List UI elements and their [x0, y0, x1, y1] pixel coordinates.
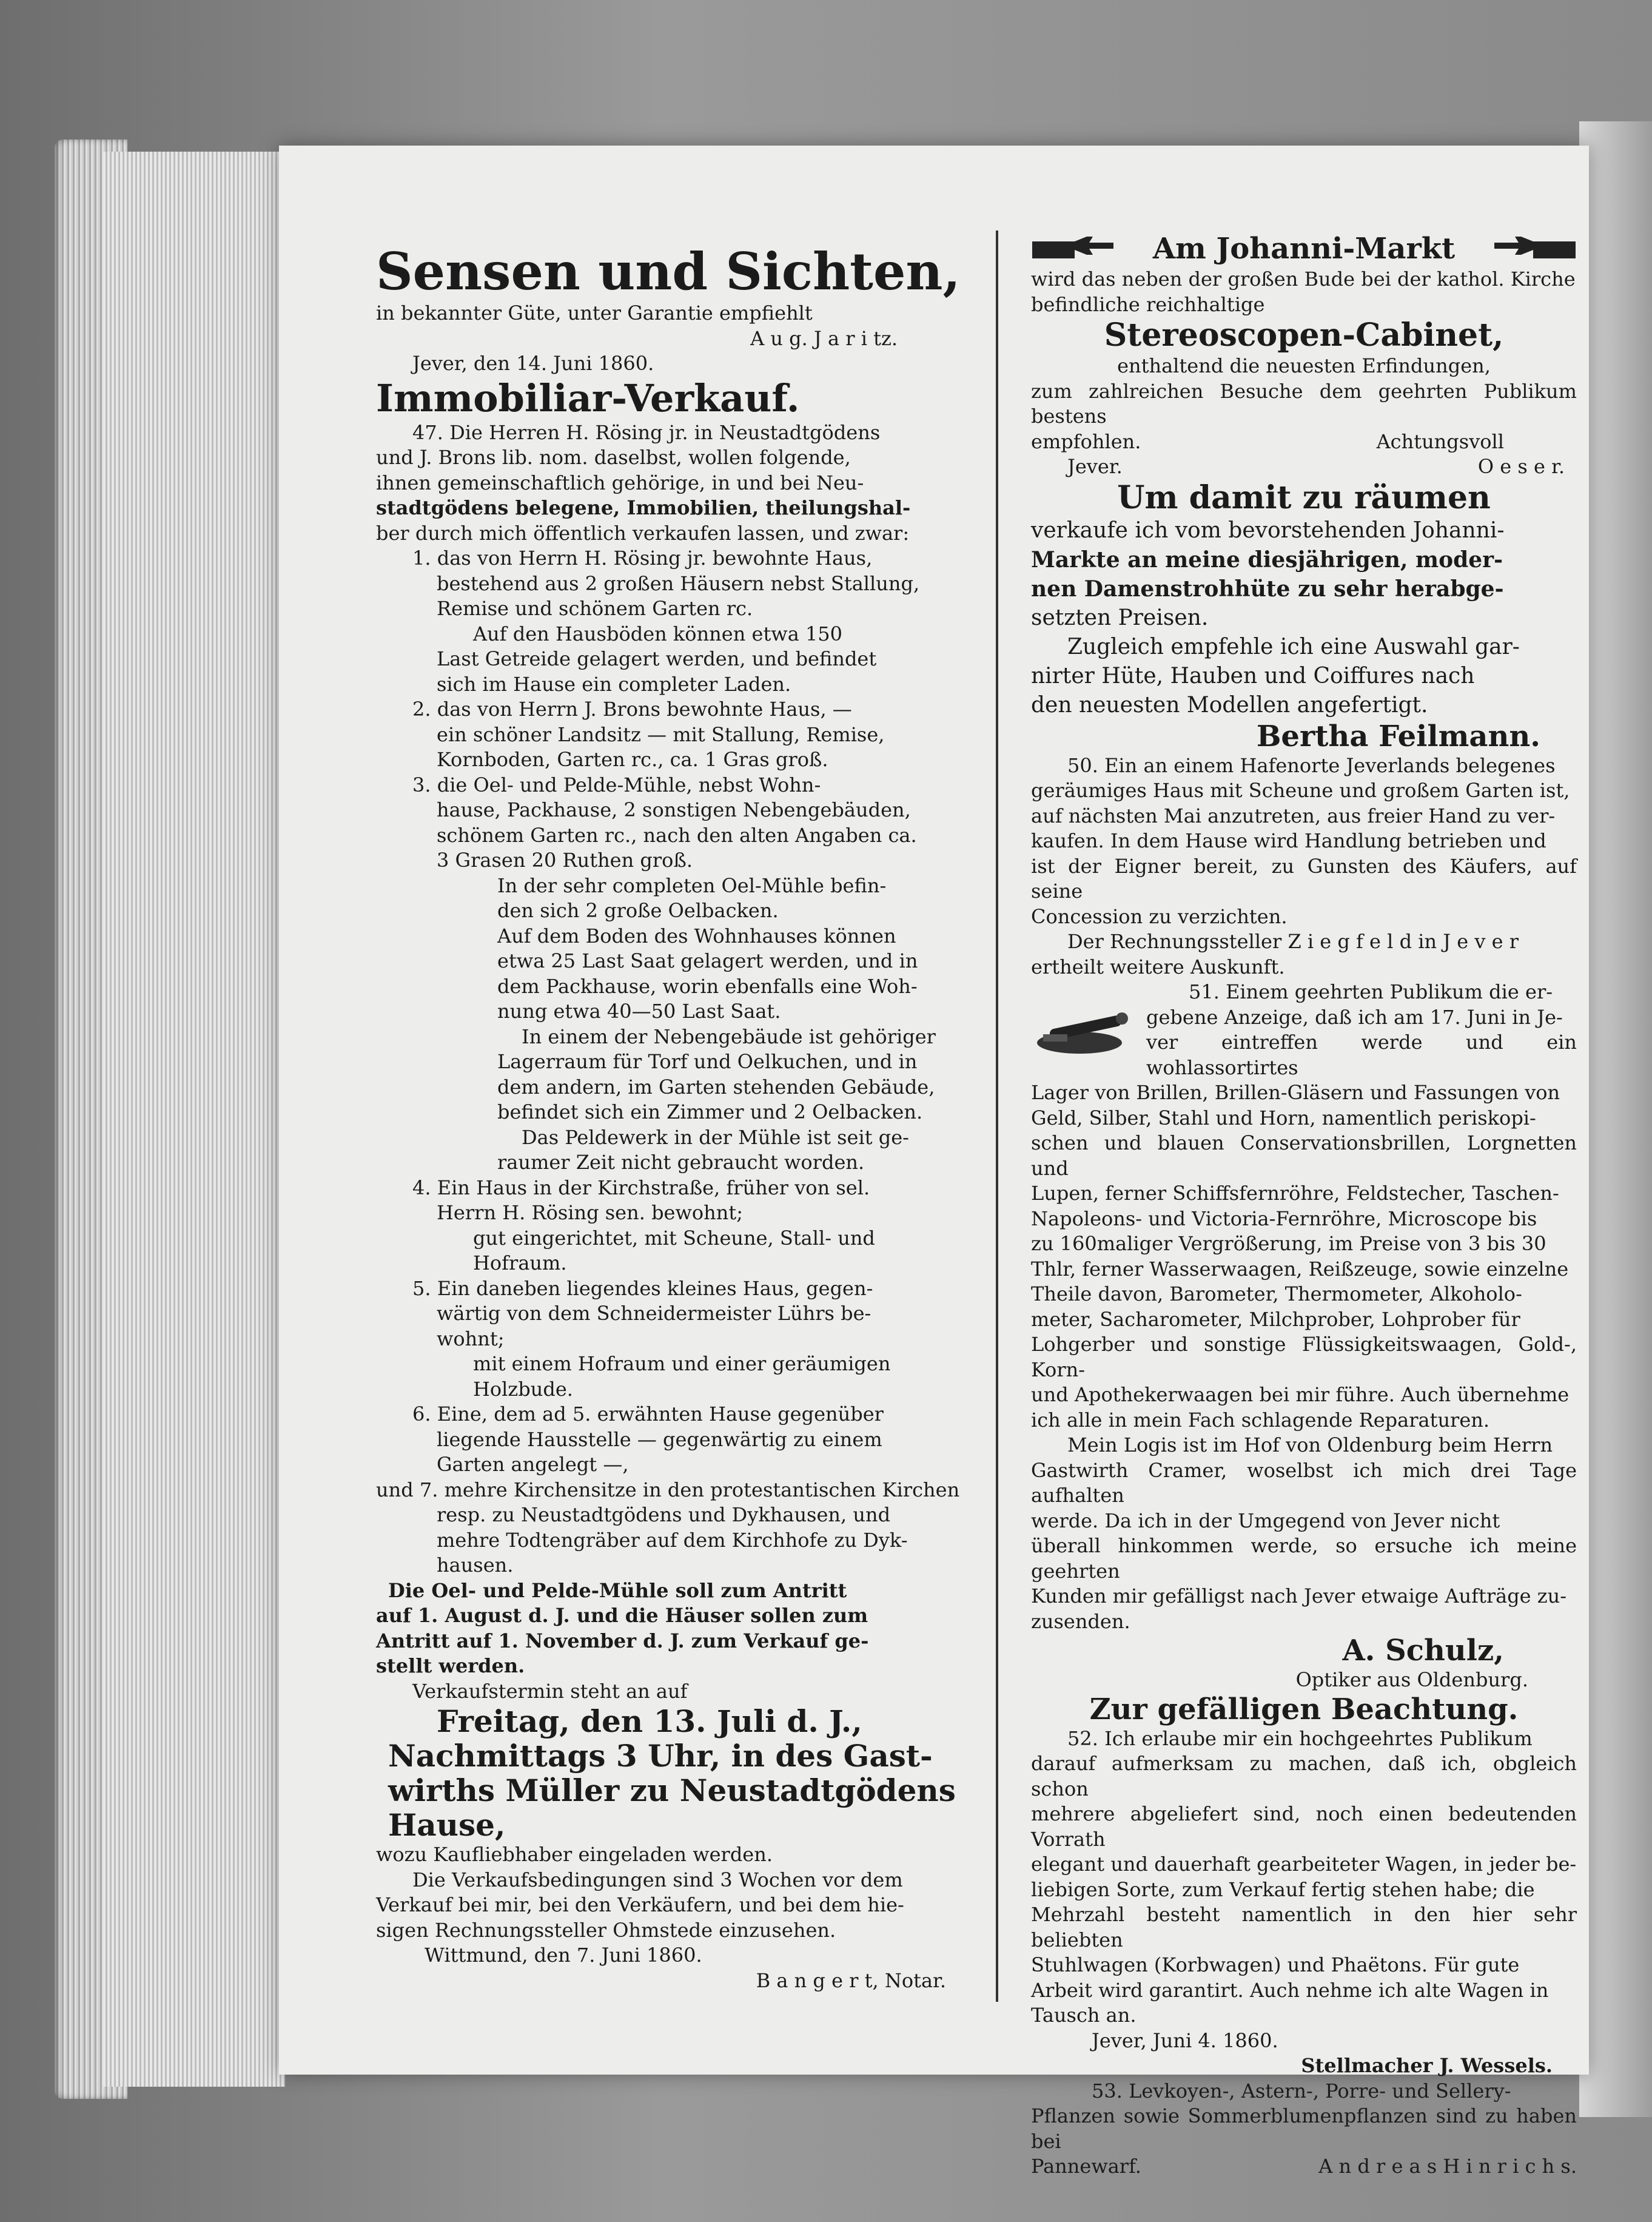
immo-text: ihnen gemeinschaftlich gehörige, in und bei Neu- [376, 471, 864, 494]
stereoscopen-title: Stereoscopen-Cabinet, [1104, 317, 1504, 354]
raeumen-text: nirter Hüte, Hauben und Coiffures nach [1031, 663, 1475, 688]
termin-heading: wirths Müller zu Neustadtgödens [388, 1773, 956, 1808]
n51-text: werde. Da ich in der Umgegend von Jever nicht [1031, 1509, 1500, 1532]
n51-text: Theile davon, Barometer, Thermometer, Alkoholo- [1031, 1282, 1522, 1305]
johanni-header [1031, 231, 1577, 267]
n51-text: ver eintreffen werde und ein wohlassortirtes [1146, 1031, 1577, 1079]
antritt-text: stellt werden. [376, 1654, 525, 1677]
stereo-text: zum zahlreichen Besuche dem geehrten Publikum bestens [1031, 379, 1577, 428]
n53-text: Pannewarf. [1031, 2155, 1141, 2178]
pointing-hand-left-icon [1492, 235, 1577, 262]
n51-text: Lupen, ferner Schiffsfernröhre, Feldstecher, Taschen- [1031, 1182, 1559, 1205]
item-text: wärtig von dem Schneidermeister Lührs be- [437, 1302, 871, 1325]
immo-text: stadtgödens belegene, Immobilien, theilungshal- [376, 496, 911, 519]
termin-heading: Nachmittags 3 Uhr, in des Gast- [388, 1738, 933, 1774]
stereo-achtungsvoll: Achtungsvoll [1376, 429, 1504, 453]
item-text: Auf den Hausböden können etwa 150 [473, 622, 843, 645]
item-text: sich im Hause ein completer Laden. [437, 672, 791, 696]
raeumen-text: Zugleich empfehle ich eine Auswahl gar- [1067, 634, 1520, 659]
book-right-edge [1579, 121, 1652, 2117]
pointing-hand-right-icon [1031, 235, 1116, 262]
termin-heading: Hause, [388, 1807, 506, 1843]
n53-signature: A n d r e a s H i n r i c h s. [1318, 2155, 1577, 2178]
n53-text: Pflanzen sowie Sommerblumenpflanzen sind zu haben bei [1031, 2104, 1577, 2153]
n51-text: Mein Logis ist im Hof von Oldenburg beim Herrn [1067, 1433, 1553, 1456]
sensen-date: Jever, den 14. Juni 1860. [412, 352, 654, 375]
n51-text: Napoleons- und Victoria-Fernröhre, Microscope bis [1031, 1207, 1537, 1230]
item-text: Hofraum. [473, 1251, 567, 1274]
johanni-text: befindliche reichhaltige [1031, 292, 1265, 316]
n52-text: Arbeit wird garantirt. Auch nehme ich alte Wagen in [1031, 1978, 1549, 2002]
johanni-text: wird das neben der großen Bude bei der kathol. Kirche [1031, 268, 1576, 291]
item-text: etwa 25 Last Saat gelagert werden, und in [497, 949, 918, 972]
item-text: dem andern, im Garten stehenden Gebäude, [497, 1075, 935, 1099]
wessels-signature: Stellmacher J. Wessels. [1301, 2054, 1553, 2077]
stereo-footer [1031, 429, 1577, 455]
item-text: 5. Ein daneben liegendes kleines Haus, gegen- [412, 1276, 873, 1300]
bedingungen-text: sigen Rechnungssteller Ohmstede einzusehen. [376, 1918, 836, 1942]
wozu-line: wozu Kaufliebhaber eingeladen werden. [376, 1843, 773, 1866]
item-text: dem Packhause, worin ebenfalls eine Woh- [497, 974, 918, 998]
wittmund-date: Wittmund, den 7. Juni 1860. [425, 1944, 702, 1967]
n52-text: mehrere abgeliefert sind, noch einen bedeutenden Vorrath [1031, 1802, 1577, 1851]
item-text: In der sehr completen Oel-Mühle befin- [497, 874, 887, 897]
item-text: Last Getreide gelagert werden, und befindet [437, 647, 877, 670]
n51-text: ich alle in mein Fach schlagende Reparaturen. [1031, 1408, 1490, 1432]
item-text: Lagerraum für Torf und Oelkuchen, und in [497, 1050, 918, 1073]
n52-text: Mehrzahl besteht namentlich in den hier sehr beliebten [1031, 1903, 1577, 1951]
item-text: nung etwa 40—50 Last Saat. [497, 1000, 781, 1023]
item-text: raumer Zeit nicht gebraucht worden. [497, 1151, 865, 1174]
notar-signature: B a n g e r t, Notar. [756, 1968, 946, 1992]
n51-text: meter, Sacharometer, Milchprober, Lohprober für [1031, 1307, 1520, 1331]
item-text: Garten angelegt —, [437, 1453, 629, 1476]
n52-text: elegant und dauerhaft gearbeiteter Wagen, in jeder be- [1031, 1853, 1577, 1876]
n51-text: 51. Einem geehrten Publikum die er- [1189, 980, 1553, 1003]
n51-text: Gastwirth Cramer, woselbst ich mich drei Tage aufhalten [1031, 1458, 1577, 1507]
item-text: hause, Packhause, 2 sonstigen Nebengebäuden, [437, 798, 911, 821]
johanni-title: Am Johanni-Markt [1152, 232, 1456, 266]
raeumen-title: Um damit zu räumen [1117, 479, 1491, 516]
item-text: 3 Grasen 20 Ruthen groß. [437, 849, 693, 872]
item-text: 3. die Oel- und Pelde-Mühle, nebst Wohn- [412, 773, 821, 796]
n51-text: und Apothekerwaagen bei mir führe. Auch übernehme [1031, 1383, 1570, 1406]
item-text: resp. zu Neustadtgödens und Dykhausen, und [437, 1503, 891, 1526]
stereo-empfohlen: empfohlen. [1031, 429, 1141, 453]
immo-text: und J. Brons lib. nom. daselbst, wollen folgende, [376, 446, 851, 469]
item-text: wohnt; [437, 1327, 505, 1350]
n50-text: kaufen. In dem Hause wird Handlung betrieben und [1031, 829, 1546, 852]
immo-text: ber durch mich öffentlich verkaufen lassen, und zwar: [376, 521, 910, 545]
sensen-line: in bekannter Güte, unter Garantie empfiehlt [376, 301, 813, 325]
item-text: mehre Todtengräber auf dem Kirchhofe zu Dyk- [437, 1528, 908, 1552]
n53-footer [1031, 2154, 1577, 2180]
item-text: bestehend aus 2 großen Häusern nebst Stallung, [437, 571, 920, 595]
beachtung-title: Zur gefälligen Beachtung. [1089, 1692, 1519, 1726]
n51-with-illustration [1031, 1005, 1577, 1081]
item-text: Das Peldewerk in der Mühle ist seit ge- [522, 1125, 909, 1149]
item-text: mit einem Hofraum und einer geräumigen [473, 1352, 891, 1375]
item-text: 2. das von Herrn J. Brons bewohnte Haus, — [412, 698, 852, 721]
n51-text: Lager von Brillen, Brillen-Gläsern und Fassungen von [1031, 1081, 1560, 1104]
n53-text: 53. Levkoyen-, Astern-, Porre- und Sellery- [1092, 2079, 1511, 2102]
book-page-stack [103, 152, 285, 2087]
n51-text: zusenden. [1031, 1609, 1130, 1633]
item-text: den sich 2 große Oelbacken. [497, 899, 779, 922]
n50-text: auf nächsten Mai anzutreten, aus freier Hand zu ver- [1031, 804, 1556, 827]
column-divider [996, 231, 998, 2002]
raeumen-text: Markte an meine diesjährigen, moder- [1031, 547, 1503, 573]
n52-text: Tausch an. [1031, 2004, 1137, 2027]
n51-text: zu 160maliger Vergrößerung, im Preise von 3 bis 30 [1031, 1232, 1546, 1255]
n51-text: Thlr, ferner Wasserwaagen, Reißzeuge, sowie einzelne [1031, 1257, 1569, 1281]
raeumen-text: setzten Preisen. [1031, 605, 1209, 630]
n52-text: Stuhlwagen (Korbwagen) und Phaëtons. Für gute [1031, 1953, 1520, 1976]
n50-text: geräumiges Haus mit Scheune und großem Garten ist, [1031, 779, 1570, 802]
sensen-title: Sensen und Sichten, [376, 241, 961, 301]
termin-line: Verkaufstermin steht an auf [412, 1679, 688, 1703]
item-text: 1. das von Herrn H. Rösing jr. bewohnte Haus, [412, 547, 873, 570]
feilmann-signature: Bertha Feilmann. [1256, 719, 1540, 753]
antritt-text: Antritt auf 1. November d. J. zum Verkauf ge- [376, 1629, 869, 1652]
item-text: gut eingerichtet, mit Scheune, Stall- und [473, 1226, 875, 1250]
item-text: Remise und schönem Garten rc. [437, 597, 753, 620]
item-text: schönem Garten rc., nach den alten Angaben ca. [437, 823, 917, 847]
item-text: Kornboden, Garten rc., ca. 1 Gras groß. [437, 748, 828, 771]
termin-heading: Freitag, den 13. Juli d. J., [437, 1703, 862, 1739]
stereo-signature-row [1031, 454, 1577, 480]
schulz-subtitle: Optiker aus Oldenburg. [1295, 1668, 1528, 1691]
item-text: und 7. mehre Kirchensitze in den protestantischen Kirchen [376, 1478, 960, 1501]
stereo-signature: O e s e r. [1477, 455, 1565, 478]
immo-text: 47. Die Herren H. Rösing jr. in Neustadtgödens [412, 420, 881, 444]
n51-text: schen und blauen Conservationsbrillen, Lorgnetten und [1031, 1131, 1577, 1180]
n51-text: gebene Anzeige, daß ich am 17. Juni in Je- [1146, 1005, 1563, 1029]
stereo-jever: Jever. [1067, 455, 1123, 478]
item-text: Holzbude. [473, 1377, 573, 1401]
n52-text: liebigen Sorte, zum Verkauf fertig stehen habe; die [1031, 1877, 1535, 1901]
sensen-signature: A u g. J a r i tz. [750, 326, 898, 350]
n50-text: ertheilt weitere Auskunft. [1031, 955, 1285, 978]
raeumen-text: nen Damenstrohhüte zu sehr herabge- [1031, 576, 1504, 602]
telescope-illustration-icon [1031, 1005, 1146, 1060]
stereo-text: enthaltend die neuesten Erfindungen, [1117, 354, 1491, 377]
n50-text: Concession zu verzichten. [1031, 904, 1288, 928]
n52-date: Jever, Juni 4. 1860. [1092, 2028, 1278, 2052]
item-text: Herrn H. Rösing sen. bewohnt; [437, 1201, 743, 1224]
immobiliar-title: Immobiliar-Verkauf. [376, 375, 800, 420]
bedingungen-text: Verkauf bei mir, bei den Verkäufern, und bei dem hie- [376, 1893, 904, 1916]
bedingungen-text: Die Verkaufsbedingungen sind 3 Wochen vor dem [412, 1868, 903, 1891]
n51-text: Geld, Silber, Stahl und Horn, namentlich periskopi- [1031, 1106, 1536, 1130]
n51-text: Kunden mir gefälligst nach Jever etwaige Aufträge zu- [1031, 1584, 1567, 1608]
schulz-signature: A. Schulz, [1342, 1634, 1504, 1668]
item-text: Auf dem Boden des Wohnhauses können [497, 924, 896, 948]
n51-text: überall hinkommen werde, so ersuche ich meine geehrten [1031, 1534, 1577, 1583]
n50-text: Der Rechnungssteller Z i e g f e l d in J e v e r [1067, 930, 1519, 953]
n50-text: ist der Eigner bereit, zu Gunsten des Käufers, auf seine [1031, 854, 1577, 903]
antritt-text: auf 1. August d. J. und die Häuser sollen zum [376, 1604, 868, 1627]
item-text: ein schöner Landsitz — mit Stallung, Remise, [437, 722, 885, 746]
item-text: liegende Hausstelle — gegenwärtig zu einem [437, 1427, 882, 1451]
raeumen-text: verkaufe ich vom bevorstehenden Johanni- [1031, 517, 1505, 543]
item-text: In einem der Nebengebäude ist gehöriger [522, 1025, 936, 1048]
n50-text: 50. Ein an einem Hafenorte Jeverlands belegenes [1067, 753, 1556, 777]
n52-text: 52. Ich erlaube mir ein hochgeehrtes Publikum [1067, 1726, 1533, 1750]
item-text: hausen. [437, 1554, 514, 1577]
n52-text: darauf aufmerksam zu machen, daß ich, obgleich schon [1031, 1752, 1577, 1800]
newspaper-page [279, 146, 1589, 2178]
item-text: befindet sich ein Zimmer und 2 Oelbacken. [497, 1100, 923, 1123]
item-text: 4. Ein Haus in der Kirchstraße, früher von sel. [412, 1176, 870, 1199]
raeumen-text: den neuesten Modellen angefertigt. [1031, 692, 1428, 718]
n51-text: Lohgerber und sonstige Flüssigkeitswaagen, Gold-, Korn- [1031, 1333, 1577, 1381]
item-text: 6. Eine, dem ad 5. erwähnten Hause gegenüber [412, 1402, 884, 1426]
antritt-text: Die Oel- und Pelde-Mühle soll zum Antritt [388, 1578, 847, 1602]
